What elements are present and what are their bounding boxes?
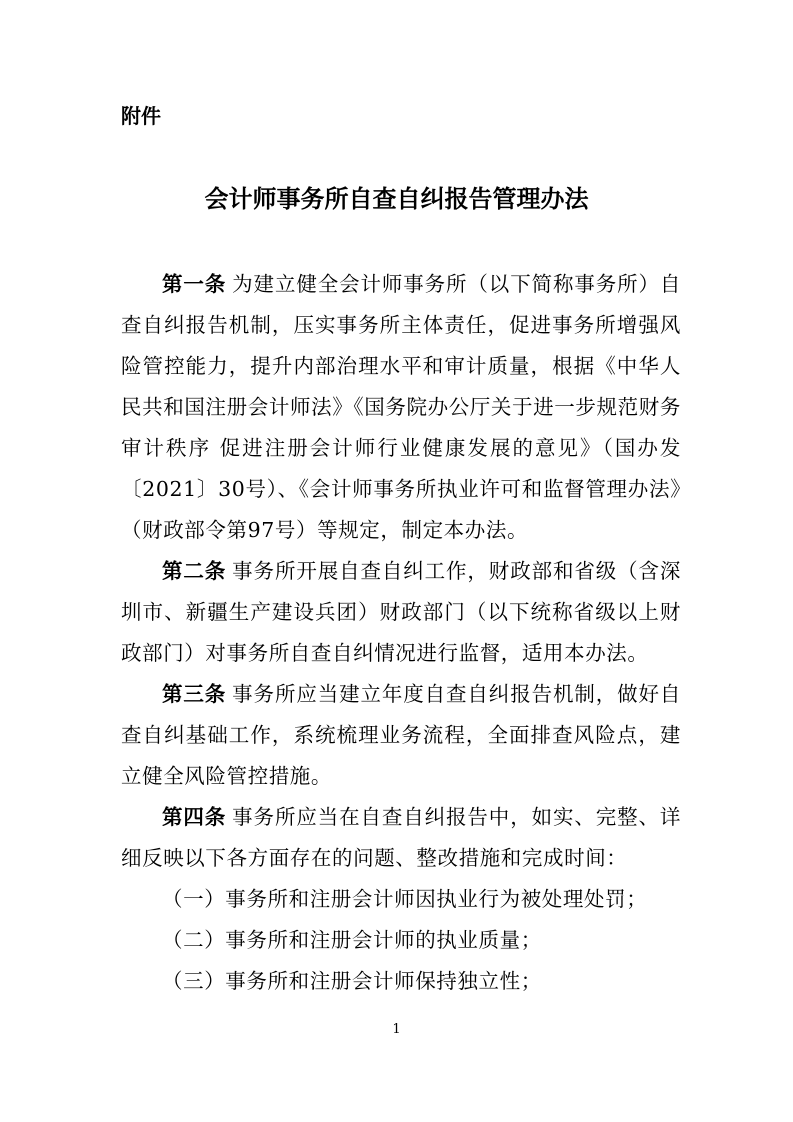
article-text: 事务所应当建立年度自查自纠报告机制，做好自查自纠基础工作，系统梳理业务流程，全面排查风险点，建立健全风险管控措施。 <box>121 682 681 788</box>
article-text: 事务所应当在自查自纠报告中，如实、完整、详细反映以下各方面存在的问题、整改措施和完成时间： <box>121 805 681 870</box>
article-number: 第四条 <box>162 805 227 829</box>
article-4 <box>121 797 681 879</box>
article-number: 第一条 <box>162 272 227 296</box>
article-number: 第三条 <box>162 682 227 706</box>
article-number: 第二条 <box>162 559 227 583</box>
document-body <box>121 264 681 1002</box>
attachment-label: 附件 <box>121 104 161 128</box>
list-item: （二）事务所和注册会计师的执业质量； <box>162 928 542 952</box>
article-1 <box>121 264 681 551</box>
article-text: 为建立健全会计师事务所（以下简称事务所）自查自纠报告机制，压实事务所主体责任，促进事务所增强风险管控能力，提升内部治理水平和审计质量，根据《中华人民共和国注册会计师法》《国务院办公厅关于进一步规范财务审计秩序 促进注册会计师行业健康发展的意见》（国办发〔2021〕30号）、《会计师事务所执业许可和监督管理办法》（财政部令第97号）等规定，制定本办法。 <box>121 272 681 542</box>
page-number: 1 <box>392 1022 401 1037</box>
article-3 <box>121 674 681 797</box>
document-title: 会计师事务所自查自纠报告管理办法 <box>204 184 589 213</box>
list-item: （一）事务所和注册会计师因执业行为被处理处罚； <box>162 887 648 911</box>
article-text: 事务所开展自查自纠工作，财政部和省级（含深圳市、新疆生产建设兵团）财政部门（以下统称省级以上财政部门）对事务所自查自纠情况进行监督，适用本办法。 <box>121 559 681 665</box>
article-2 <box>121 551 681 674</box>
list-item: （三）事务所和注册会计师保持独立性； <box>162 969 542 993</box>
